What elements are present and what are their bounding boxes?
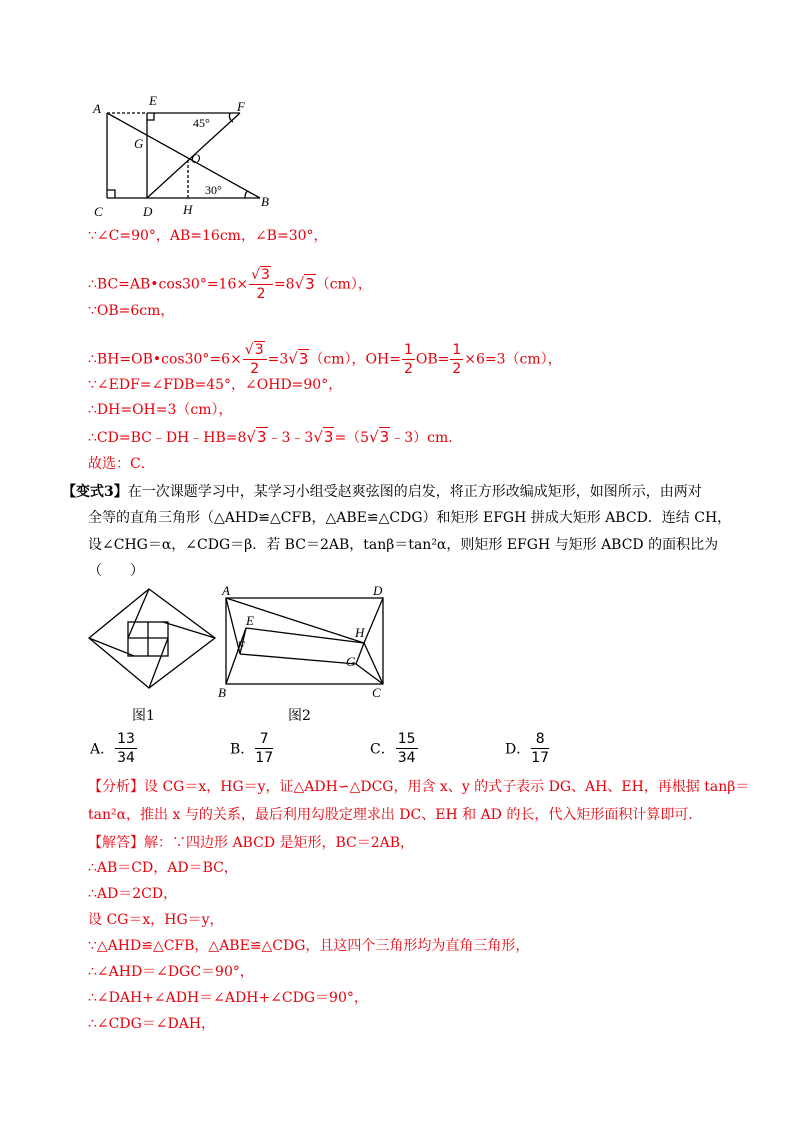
problem-text-1: 在一次课题学习中，某学习小组受赵爽弦图的启发，将正方形改编成矩形，如图所示，由两对 (127, 484, 702, 500)
answer-line-4: 设 CG＝x，HG＝y， (88, 912, 224, 928)
option-a-letter: A． (90, 741, 115, 758)
label-A: A (93, 101, 101, 116)
sqrt3: √3 (294, 274, 315, 293)
solution-line-8: 故选：C． (88, 456, 155, 472)
solution-line-2-c: （cm）， (315, 276, 372, 293)
fraction-one-half: $\frac{1}{2}$ (403, 342, 413, 377)
option-a[interactable] (90, 732, 138, 765)
option-a-fraction: $\frac{13}{34}$ (117, 731, 135, 766)
figure-1-caption: 图1 (132, 708, 155, 724)
solution-line-7-d: ﹣3）cm． (390, 430, 463, 446)
problem-line-2: 全等的直角三角形（△AHD≌△CFB，△ABE≌△CDG）和矩形 EFGH 拼成大矩形 ABCD．连结 CH， (88, 510, 732, 526)
solution-line-7 (88, 427, 462, 448)
solution-line-7-b: ﹣3﹣3 (267, 430, 314, 446)
sqrt3: √3 (369, 428, 390, 446)
solution-line-4 (88, 343, 562, 376)
figure-1 (88, 588, 218, 690)
label-H: H (183, 202, 193, 217)
solution-line-2 (88, 268, 372, 301)
fraction-sqrt3-over-2: $\frac{√3}{2}$ (243, 343, 267, 376)
figure-2 (212, 582, 397, 702)
label-O: O (191, 151, 201, 166)
solution-line-2-b: =8 (273, 276, 295, 293)
solution-line-1: ∵∠C=90°，AB=16cm，∠B=30°， (88, 228, 328, 244)
analysis-line-2: tan²α，推出 x 与的关系，最后利用勾股定理求出 DC、EH 和 AD 的长，代入矩形面积计算即可． (88, 807, 703, 823)
solution-line-4-d: OB= (415, 351, 450, 368)
fig2-label-G: G (346, 654, 356, 669)
analysis-line-1: 【分析】设 CG＝x，HG＝y，证△ADH∽△DCG，用含 x、y 的式子表示 DG、AH、EH，再根据 tanβ＝ (88, 779, 750, 795)
option-b-fraction: $\frac{7}{17}$ (255, 731, 274, 766)
fig2-label-H: H (355, 625, 365, 640)
answer-line-8: ∴∠CDG＝∠DAH， (88, 1016, 216, 1032)
option-d-fraction: $\frac{8}{17}$ (531, 731, 550, 766)
option-b-letter: B． (230, 741, 255, 758)
option-d[interactable] (505, 732, 550, 765)
solution-line-5: ∵∠EDF=∠FDB=45°，∠OHD=90°， (88, 377, 343, 393)
answer-line-2: ∴AB＝CD，AD＝BC， (88, 860, 238, 876)
answer-line-1: 【解答】解：∵四边形 ABCD 是矩形，BC＝2AB， (88, 835, 415, 851)
label-F: F (237, 99, 245, 114)
solution-line-2-a: ∴BC=AB•cos30°=16× (88, 276, 249, 293)
solution-line-7-c: =（5 (334, 430, 370, 446)
fraction-sqrt3-over-2: $\frac{√3}{2}$ (249, 268, 273, 301)
fig2-label-B: B (218, 685, 226, 700)
label-E: E (149, 93, 157, 108)
problem-line-1 (62, 482, 702, 502)
fraction-one-half: $\frac{1}{2}$ (452, 342, 462, 377)
answer-line-5: ∵△AHD≌△CFB，△ABE≌△CDG，且这四个三角形均为直角三角形， (88, 938, 530, 954)
option-b[interactable] (230, 732, 274, 765)
solution-line-4-e: ×6=3（cm）， (464, 351, 562, 368)
option-c-fraction: $\frac{15}{34}$ (397, 731, 416, 766)
sqrt3: √3 (288, 349, 309, 368)
fig2-label-E: E (246, 613, 254, 628)
answer-line-7: ∴∠DAH+∠ADH＝∠ADH+∠CDG＝90°， (88, 990, 368, 1006)
label-B: B (261, 194, 269, 209)
label-C: C (94, 204, 103, 219)
label-angle45: 45° (193, 116, 210, 130)
label-G: G (134, 136, 144, 151)
label-angle30: 30° (205, 183, 222, 197)
problem-line-4: （ ） (88, 563, 144, 579)
option-c[interactable] (370, 732, 419, 765)
option-c-letter: C． (370, 741, 395, 758)
solution-line-4-a: ∴BH=OB•cos30°=6× (88, 351, 242, 368)
fig2-label-A: A (222, 583, 230, 598)
option-d-letter: D． (505, 741, 531, 758)
solution-line-4-c: （cm），OH= (309, 351, 401, 368)
top-geometry-figure (85, 90, 285, 220)
figure-2-caption: 图2 (288, 708, 311, 724)
answer-line-6: ∴∠AHD＝∠DGC＝90°， (88, 964, 254, 980)
solution-line-6: ∴DH=OH=3（cm）， (88, 402, 233, 418)
sqrt3: √3 (246, 428, 267, 446)
answer-line-3: ∴AD＝2CD， (88, 886, 178, 902)
sqrt3: √3 (313, 428, 334, 446)
solution-line-3: ∵OB=6cm， (88, 303, 175, 319)
fig2-label-C: C (372, 685, 381, 700)
label-D: D (143, 204, 153, 219)
fig2-label-F: F (237, 638, 245, 653)
problem-line-3: 设∠CHG＝α，∠CDG＝β．若 BC＝2AB，tanβ＝tan²α，则矩形 EFGH 与矩形 ABCD 的面积比为 (88, 537, 719, 553)
fig2-label-D: D (373, 583, 383, 598)
solution-line-7-a: ∴CD=BC﹣DH﹣HB=8 (88, 430, 247, 446)
problem-tag: 【变式3】 (62, 484, 128, 500)
solution-line-4-b: =3 (267, 351, 289, 368)
